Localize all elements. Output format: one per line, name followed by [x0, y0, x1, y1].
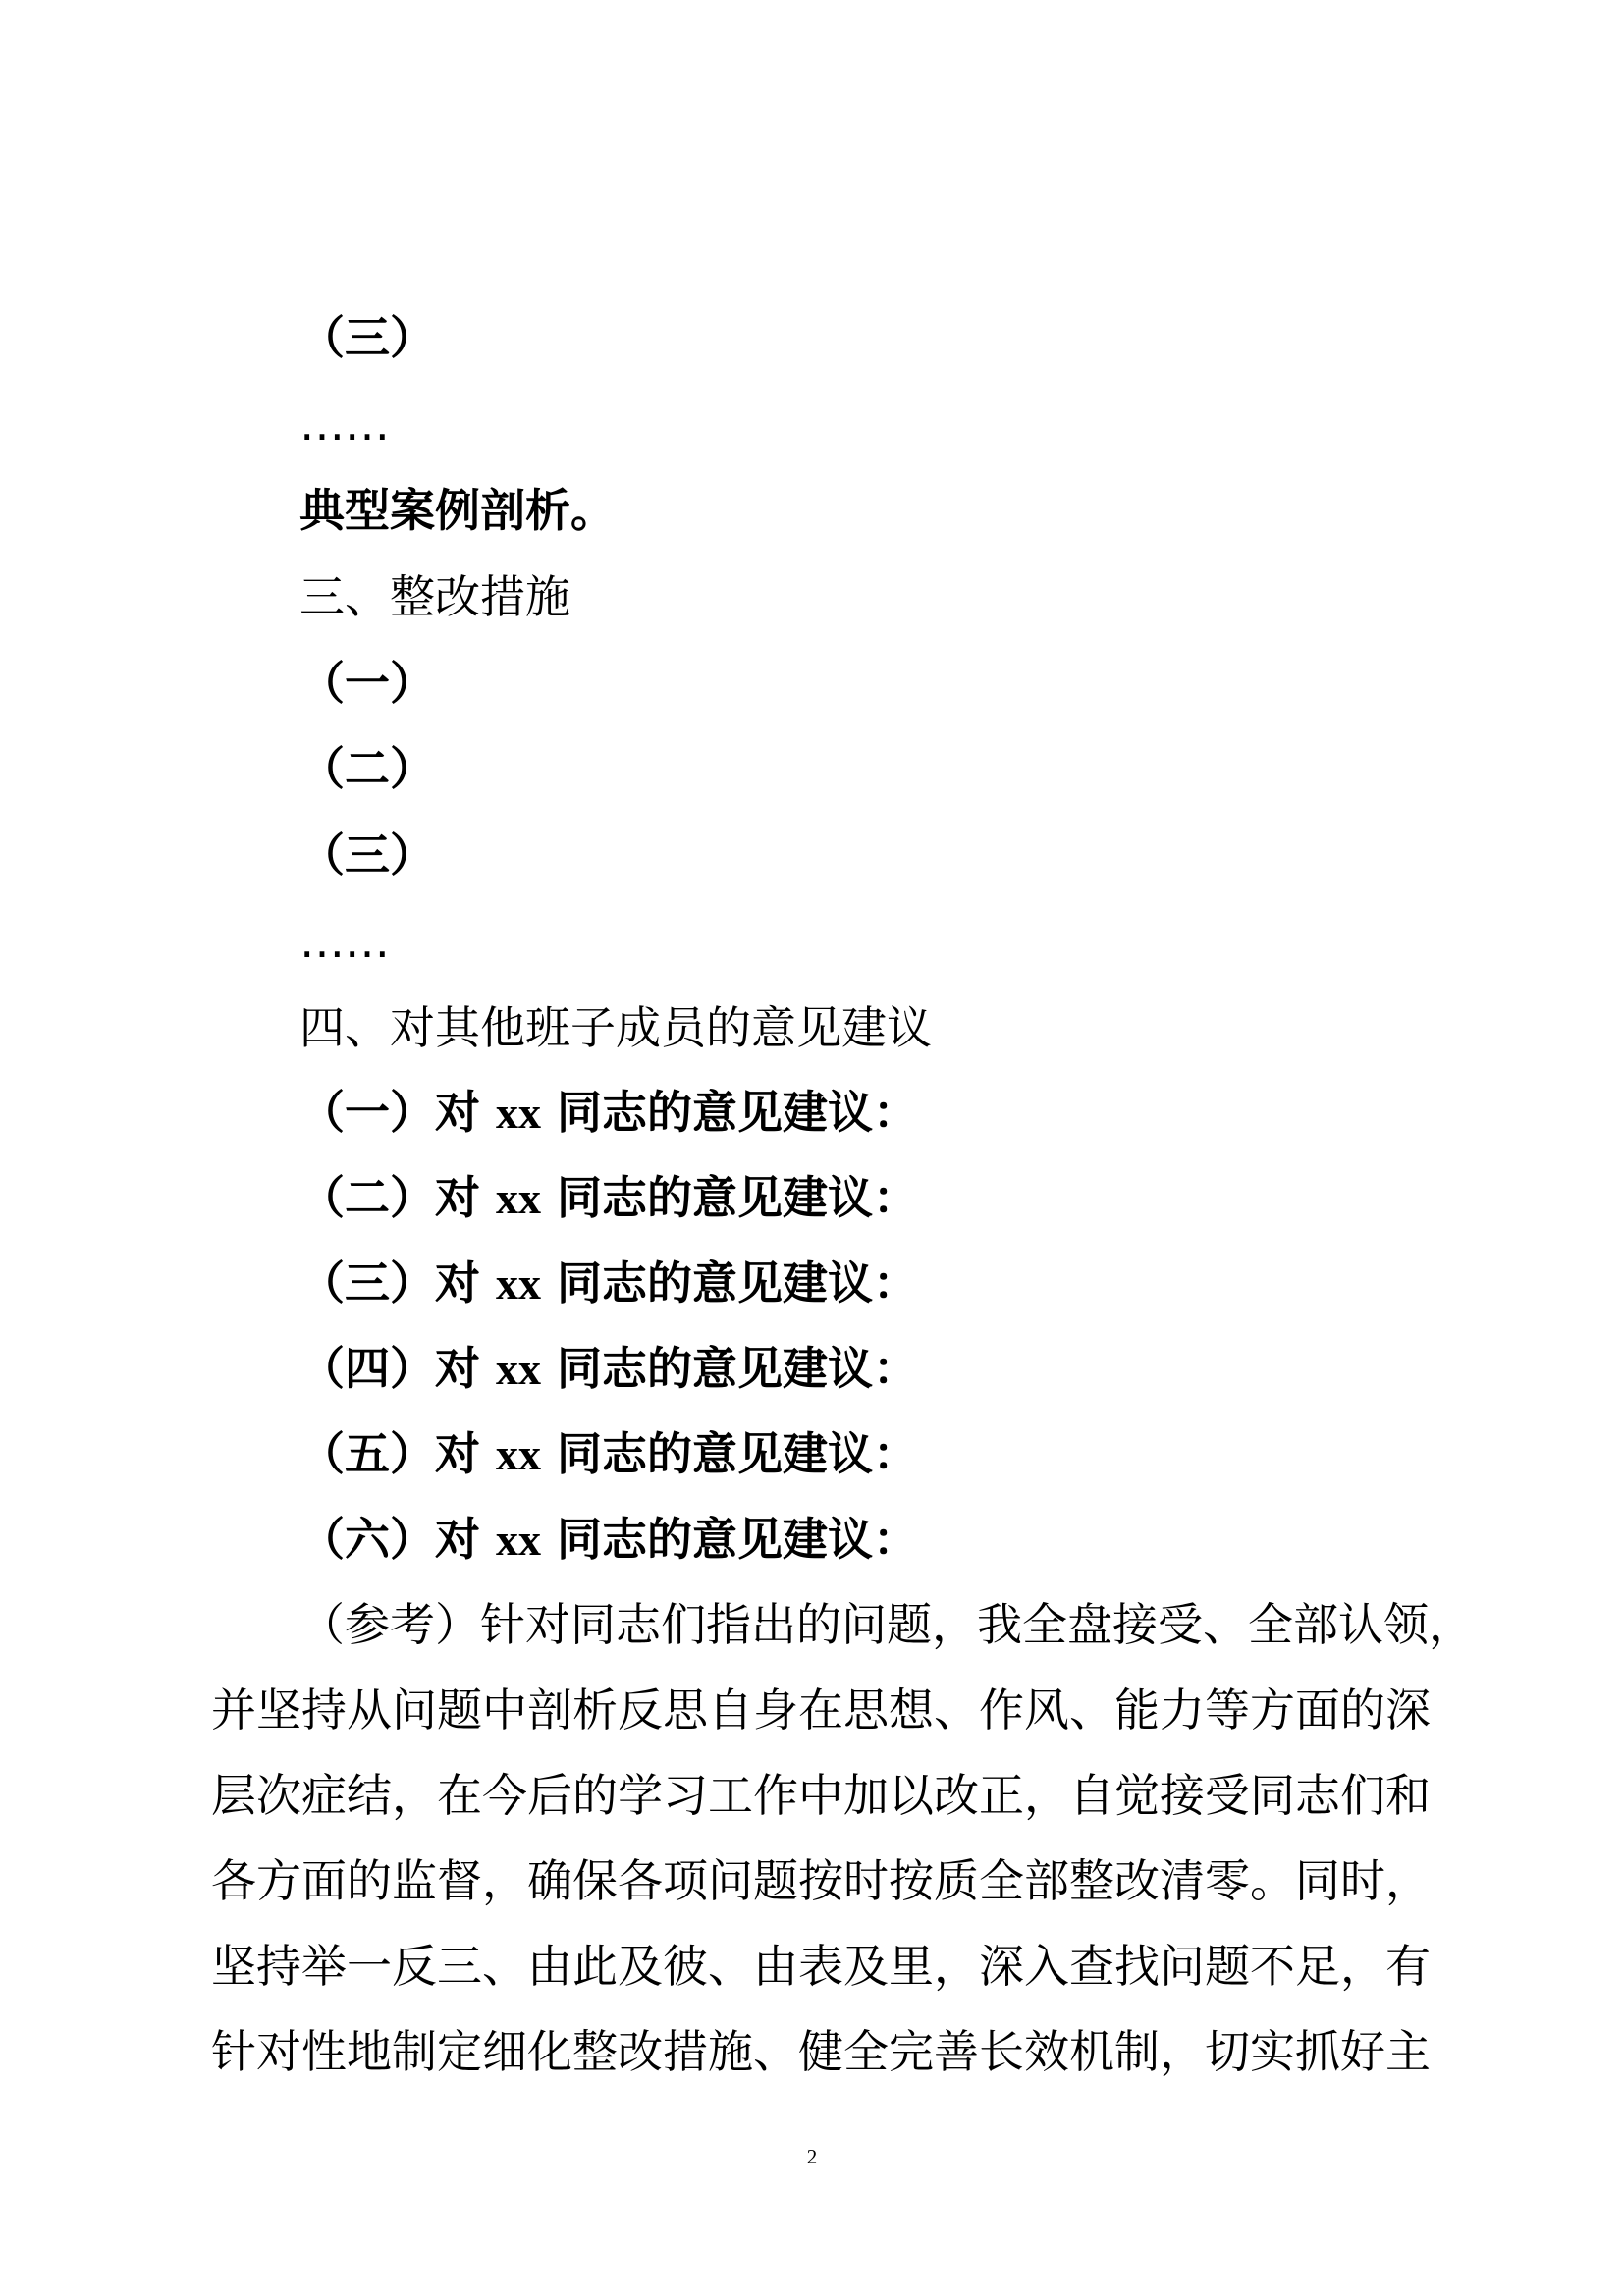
suggestion-suffix: 同志的意见建议：	[557, 1086, 919, 1139]
page-number: 2	[806, 2145, 818, 2168]
suggestion-name: xx	[496, 1173, 542, 1223]
suggestion-name: xx	[496, 1515, 542, 1565]
section-heading-suggestions: 四、对其他班子成员的意见建议	[299, 1001, 932, 1054]
case-analysis-heading: 典型案例剖析。	[299, 484, 616, 537]
rectification-item-3: （三）	[299, 828, 435, 881]
paragraph-line-5: 坚持举一反三、由此及彼、由表及里，深入查找问题不足，有	[211, 1940, 1431, 1993]
suggestion-prefix: （一）对	[299, 1086, 480, 1139]
suggestion-name: xx	[496, 1344, 542, 1394]
suggestion-name: xx	[496, 1258, 542, 1308]
paragraph-line-2: 并坚持从问题中剖析反思自身在思想、作风、能力等方面的深	[211, 1683, 1431, 1736]
suggestion-item-5	[299, 1424, 918, 1484]
suggestion-prefix: （三）对	[299, 1256, 480, 1309]
paragraph-line-6: 针对性地制定细化整改措施、健全完善长效机制，切实抓好主	[211, 2025, 1431, 2078]
suggestion-item-4	[299, 1339, 918, 1399]
section-item-3: （三）	[299, 311, 435, 364]
paragraph-line-3: 层次症结，在今后的学习工作中加以改正，自觉接受同志们和	[211, 1769, 1431, 1822]
suggestion-suffix: 同志的意见建议：	[557, 1171, 919, 1224]
suggestion-name: xx	[496, 1088, 542, 1138]
suggestion-prefix: （四）对	[299, 1342, 480, 1395]
suggestion-suffix: 同志的意见建议：	[557, 1256, 919, 1309]
suggestion-suffix: 同志的意见建议：	[557, 1513, 919, 1566]
ellipsis: ……	[299, 398, 390, 451]
paragraph-line-1: （参考）针对同志们指出的问题，我全盘接受、全部认领，	[299, 1598, 1474, 1651]
ellipsis-2: ……	[299, 915, 390, 968]
rectification-item-2: （二）	[299, 742, 435, 795]
section-heading-rectification: 三、整改措施	[299, 570, 570, 623]
suggestion-item-2	[299, 1168, 918, 1228]
suggestion-prefix: （二）对	[299, 1171, 480, 1224]
suggestion-item-1	[299, 1083, 918, 1143]
suggestion-prefix: （五）对	[299, 1427, 480, 1480]
suggestion-name: xx	[496, 1429, 542, 1479]
suggestion-prefix: （六）对	[299, 1513, 480, 1566]
suggestion-suffix: 同志的意见建议：	[557, 1342, 919, 1395]
rectification-item-1: （一）	[299, 657, 435, 710]
suggestion-suffix: 同志的意见建议：	[557, 1427, 919, 1480]
suggestion-item-6	[299, 1510, 918, 1570]
paragraph-line-4: 各方面的监督，确保各项问题按时按质全部整改清零。同时，	[211, 1854, 1431, 1907]
suggestion-item-3	[299, 1254, 918, 1313]
